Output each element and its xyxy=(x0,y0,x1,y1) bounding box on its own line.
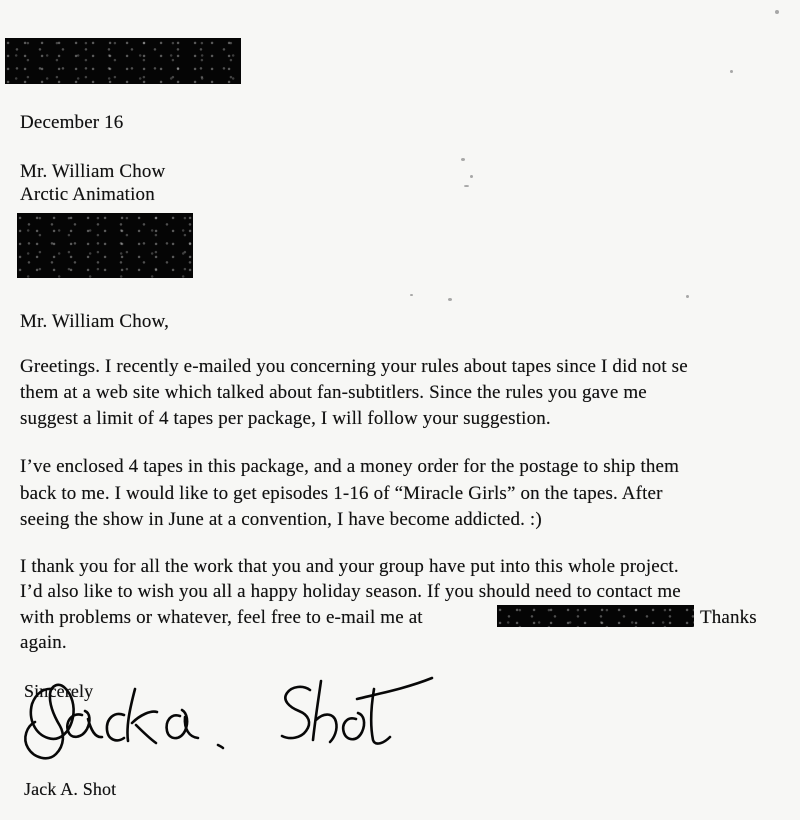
paper-speck xyxy=(686,295,689,298)
paragraph-1-line-3: suggest a limit of 4 tapes per package, I will follow your suggestion. xyxy=(20,408,551,429)
paper-speck xyxy=(730,70,733,73)
paragraph-2-line-2: back to me. I would like to get episodes 1-16 of “Miracle Girls” on the tapes. After xyxy=(20,483,663,504)
paragraph-3-thanks: Thanks xyxy=(700,607,757,628)
paragraph-3-line-3: with problems or whatever, feel free to e-mail me at xyxy=(20,607,423,628)
paragraph-2-line-1: I’ve enclosed 4 tapes in this package, and a money order for the postage to ship them xyxy=(20,456,680,477)
redacted-address-block xyxy=(17,213,193,278)
paper-speck xyxy=(410,294,413,296)
paragraph-3-line-2: I’d also like to wish you all a happy holiday season. If you should need to contact me xyxy=(20,581,681,602)
letter-salutation: Mr. William Chow, xyxy=(20,311,170,332)
paper-speck xyxy=(461,158,465,161)
paper-speck xyxy=(448,298,452,301)
handwritten-signature xyxy=(18,668,438,773)
paper-speck xyxy=(464,185,469,187)
recipient-company: Arctic Animation xyxy=(20,184,155,205)
letter-date: December 16 xyxy=(20,112,124,133)
paper-speck xyxy=(775,10,779,14)
paragraph-1-line-1: Greetings. I recently e-mailed you concerning your rules about tapes since I did not se xyxy=(20,356,688,377)
printed-signer-name: Jack A. Shot xyxy=(24,779,117,799)
redacted-email-address xyxy=(497,605,694,627)
paragraph-3-line-1: I thank you for all the work that you and your group have put into this whole project. xyxy=(20,556,679,577)
paper-speck xyxy=(470,175,473,178)
paragraph-1-line-2: them at a web site which talked about fan-subtitlers. Since the rules you gave me xyxy=(20,382,647,403)
letter-closing: Sincerely xyxy=(24,681,94,701)
paragraph-3-line-4: again. xyxy=(20,632,67,653)
paragraph-2-line-3: seeing the show in June at a convention, I have become addicted. :) xyxy=(20,509,542,530)
redacted-sender-block xyxy=(5,38,241,84)
recipient-name: Mr. William Chow xyxy=(20,161,166,182)
